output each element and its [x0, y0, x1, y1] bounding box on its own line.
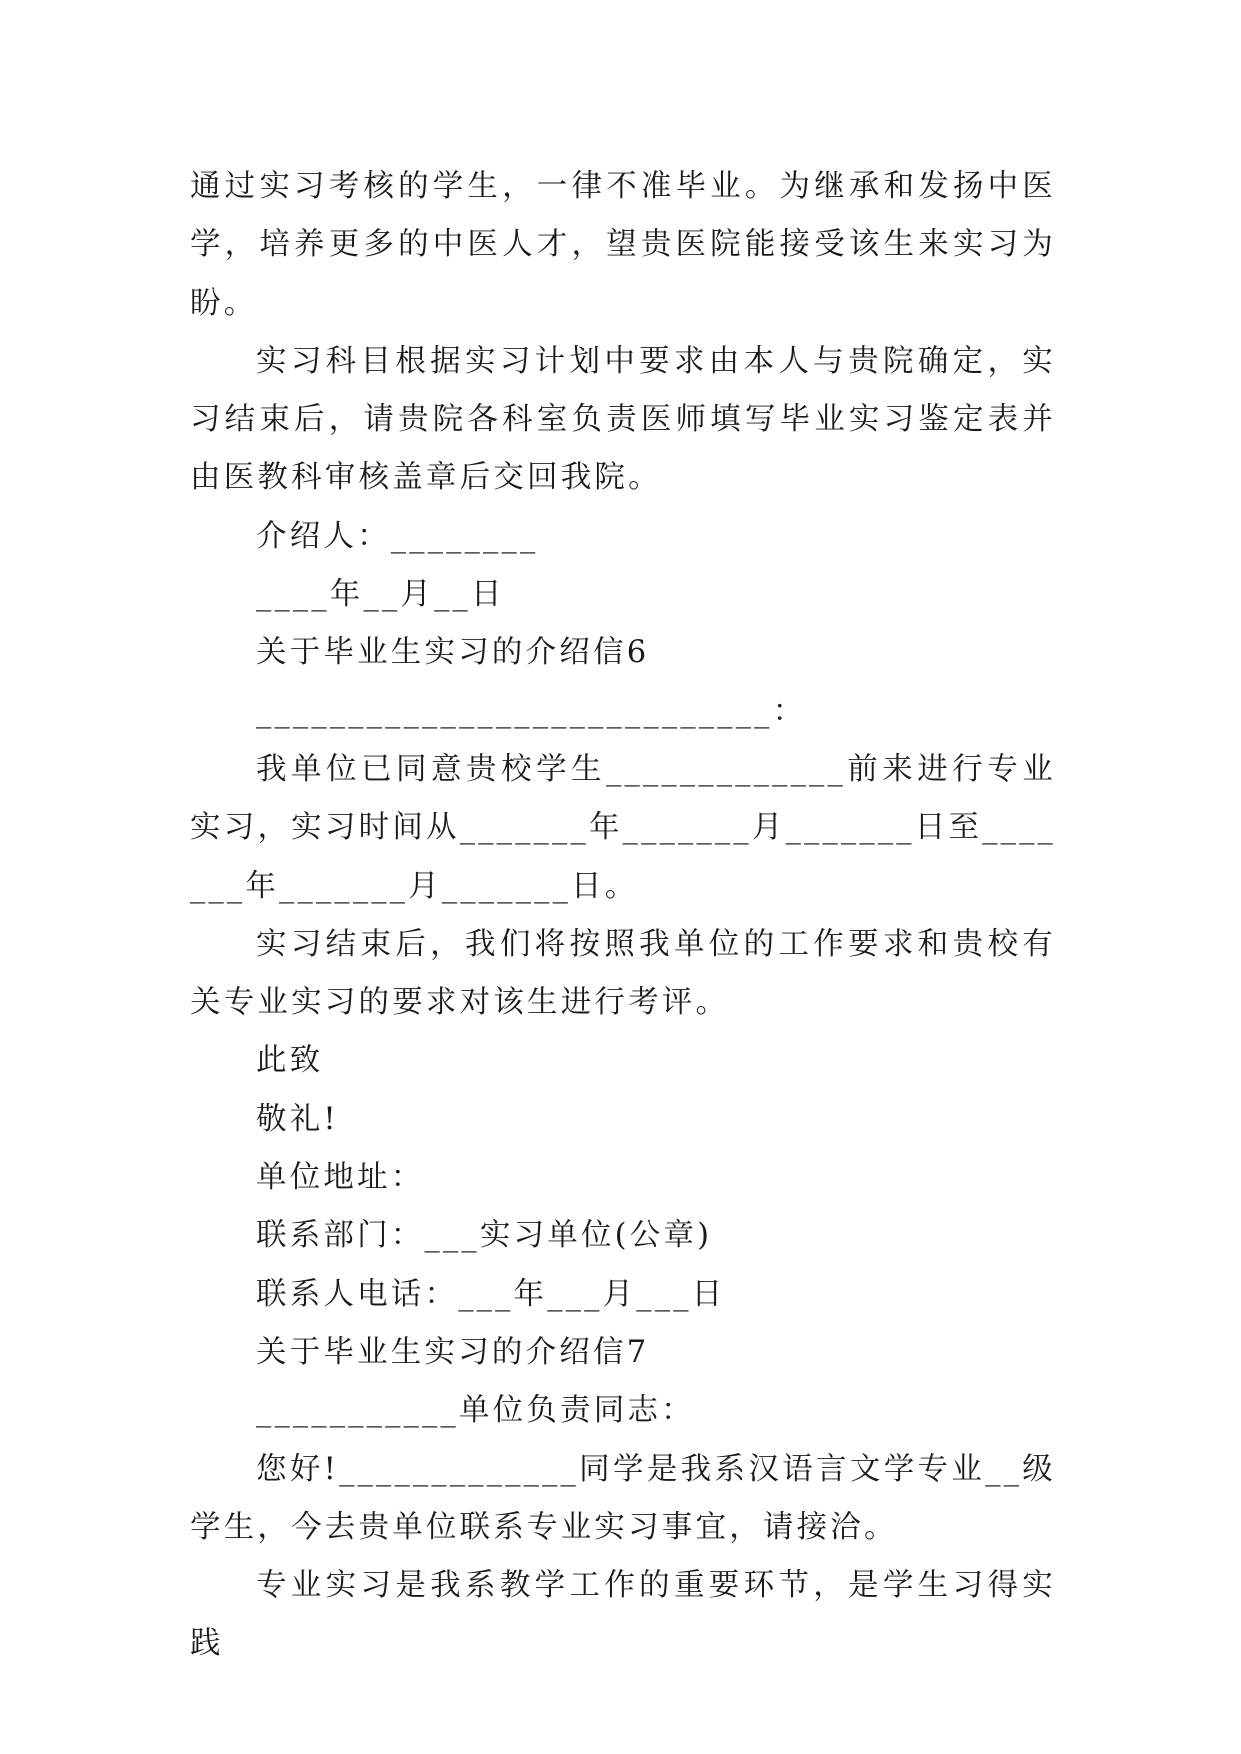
paragraph-continuation: 通过实习考核的学生，一律不准毕业。为继承和发扬中医学，培养更多的中医人才，望贵医院能接受该生来实习为盼。	[190, 169, 1056, 321]
unit-address-line: 单位地址：	[256, 1160, 425, 1196]
document-body	[190, 158, 1056, 1674]
letter-6-salutation: ____________________________：	[256, 693, 807, 729]
paragraph-greeting: 您好!_____________同学是我系汉语言文学专业__级学生，今去贵单位联系专业实习事宜，请接洽。	[190, 1451, 1056, 1545]
closing-line: 此致	[256, 1043, 324, 1079]
contact-phone-line: 联系人电话：___年___月___日	[256, 1276, 726, 1312]
paragraph-practice: 专业实习是我系教学工作的重要环节，是学生习得实践	[190, 1568, 1056, 1662]
contact-department-line: 联系部门：___实习单位(公章)	[256, 1218, 713, 1254]
paragraph-evaluation: 实习结束后，我们将按照我单位的工作要求和贵校有关专业实习的要求对该生进行考评。	[190, 926, 1056, 1021]
regards-line: 敬礼!	[256, 1101, 339, 1137]
date-line: ____年__月__日	[256, 577, 505, 613]
letter-6-title: 关于毕业生实习的介绍信6	[256, 635, 650, 671]
letter-7-title: 关于毕业生实习的介绍信7	[256, 1334, 650, 1370]
paragraph-internship-subjects: 实习科目根据实习计划中要求由本人与贵院确定，实习结束后，请贵院各科室负责医师填写毕业实习鉴定表并由医教科审核盖章后交回我院。	[190, 343, 1056, 496]
paragraph-agreement: 我单位已同意贵校学生_____________前来进行专业实习，实习时间从_______年_______月_______日至_______年_______月_______日。	[190, 751, 1056, 904]
letter-7-salutation: ___________单位负责同志：	[256, 1393, 695, 1429]
introducer-line: 介绍人：________	[256, 518, 539, 554]
